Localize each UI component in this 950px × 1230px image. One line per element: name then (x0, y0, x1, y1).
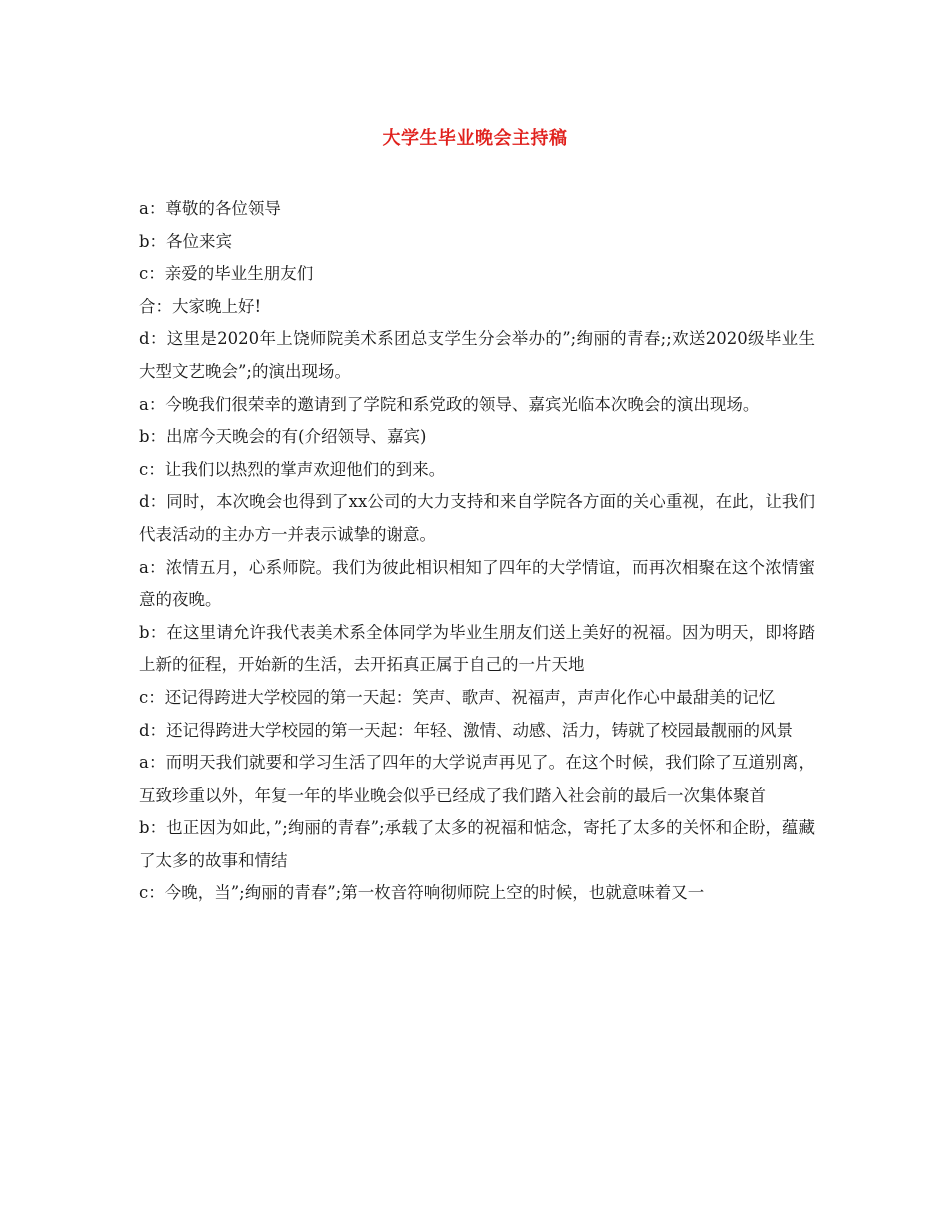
paragraph: d：还记得跨进大学校园的第一天起：年轻、激情、动感、活力，铸就了校园最靓丽的风景 (139, 720, 794, 740)
paragraph: b：也正因为如此，”;绚丽的青春”;承载了太多的祝福和惦念，寄托了太多的关怀和企盼，蕴藏了太多的故事和情结 (139, 818, 815, 870)
paragraph: d：同时，本次晚会也得到了xx公司的大力支持和来自学院各方面的关心重视，在此，让我们代表活动的主办方一并表示诚挚的谢意。 (139, 492, 815, 544)
paragraph: a：今晚我们很荣幸的邀请到了学院和系党政的领导、嘉宾光临本次晚会的演出现场。 (139, 394, 760, 414)
paragraph: a：尊敬的各位领导 (139, 199, 281, 218)
paragraph: 合：大家晚上好! (139, 296, 262, 316)
paragraph: c：还记得跨进大学校园的第一天起：笑声、歌声、祝福声，声声化作心中最甜美的记忆 (139, 687, 776, 707)
paragraph: d：这里是2020年上饶师院美术系团总支学生分会举办的”;绚丽的青春;;欢送2020级毕业生大型文艺晚会”;的演出现场。 (139, 329, 815, 381)
paragraph: c：亲爱的毕业生朋友们 (139, 264, 314, 284)
paragraph: c：今晚，当”;绚丽的青春”;第一枚音符响彻师院上空的时候，也就意味着又一 (139, 883, 705, 903)
paragraph: b：在这里请允许我代表美术系全体同学为毕业生朋友们送上美好的祝福。因为明天，即将踏上新的征程，开始新的生活，去开拓真正属于自己的一片天地 (139, 622, 815, 675)
paragraph: a：浓情五月，心系师院。我们为彼此相识相知了四年的大学情谊，而再次相聚在这个浓情蜜意的夜晚。 (139, 557, 815, 610)
document-title: 大学生毕业晚会主持稿 (382, 128, 568, 149)
document-body (139, 193, 815, 910)
paragraph: b：各位来宾 (139, 231, 233, 251)
paragraph: b：出席今天晚会的有(介绍领导、嘉宾) (139, 427, 427, 447)
paragraph: c：让我们以热烈的掌声欢迎他们的到来。 (139, 459, 446, 479)
paragraph: a：而明天我们就要和学习生活了四年的大学说声再见了。在这个时候，我们除了互道别离，互致珍重以外，年复一年的毕业晚会似乎已经成了我们踏入社会前的最后一次集体聚首 (139, 753, 815, 805)
